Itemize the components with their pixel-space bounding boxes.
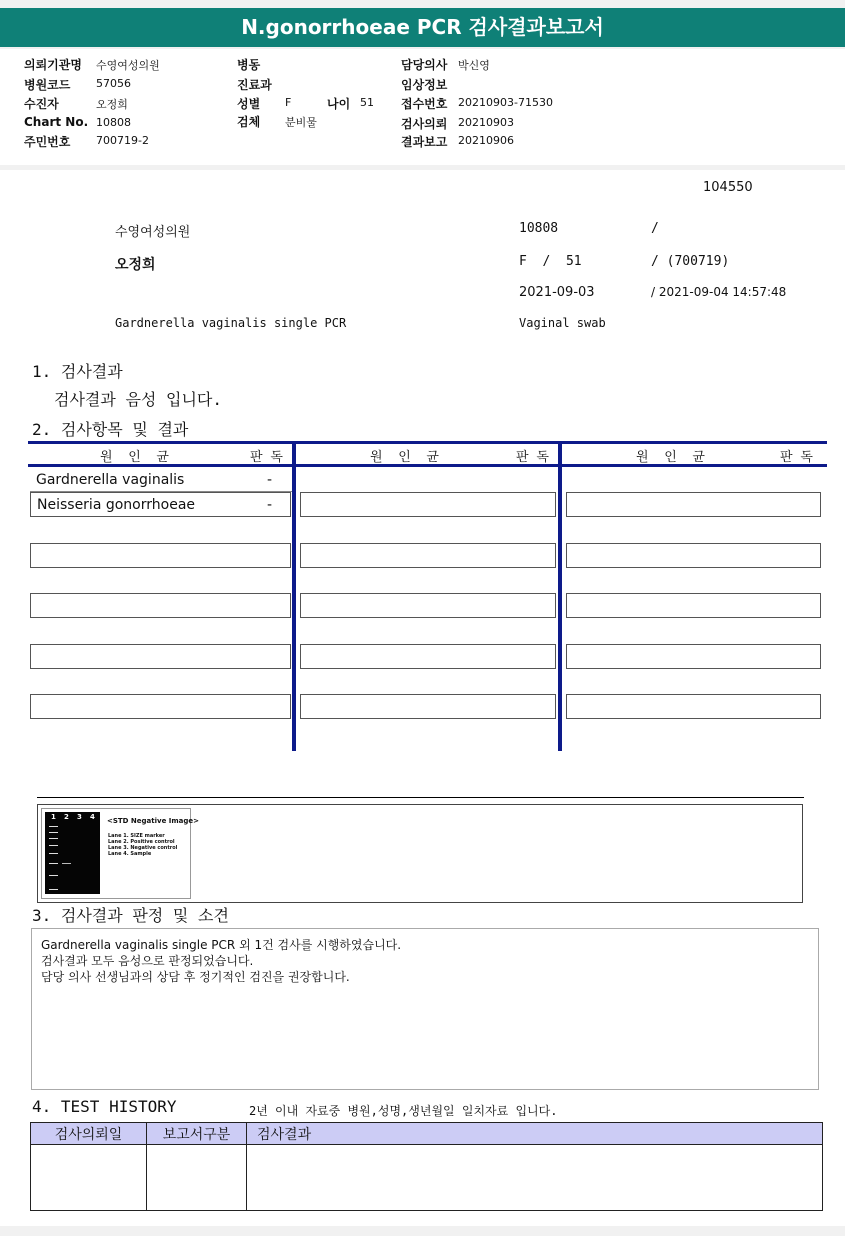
client-label: 의뢰기관명 — [24, 58, 82, 72]
section4-heading: 4. TEST HISTORY — [32, 1097, 177, 1116]
resident-no-value: 700719-2 — [96, 134, 149, 147]
result-row-empty — [566, 543, 821, 568]
history-cell — [147, 1145, 247, 1211]
history-col-header: 검사의뢰일 — [31, 1123, 147, 1145]
sex-label: 성별 — [237, 97, 261, 111]
marker-band — [49, 838, 58, 839]
report-label: 결과보고 — [401, 135, 448, 149]
pathogen-result: - — [267, 472, 273, 488]
gel-legend: Lane 4. Sample — [108, 851, 152, 857]
column-divider — [558, 441, 562, 751]
gel-legend: Lane 3. Negative control — [108, 845, 178, 851]
result-header: 판 독 — [250, 450, 283, 465]
gel-top-rule — [37, 797, 804, 798]
result-row-empty — [30, 694, 291, 719]
specimen-label: 검체 — [237, 115, 261, 129]
section2-heading: 2. 검사항목 및 결과 — [32, 420, 189, 439]
lane-number: 3 — [77, 813, 82, 821]
result-row-empty — [566, 694, 821, 719]
marker-band — [49, 832, 58, 833]
resident-no-label: 주민번호 — [24, 135, 71, 149]
report-datetime: / 2021-09-04 14:57:48 — [651, 285, 787, 299]
report-test-name: Gardnerella vaginalis single PCR — [115, 316, 347, 330]
clinical-info-label: 임상정보 — [401, 78, 448, 92]
result-row-empty — [300, 492, 556, 517]
report-value: 20210906 — [458, 134, 514, 147]
doctor-value: 박신영 — [458, 59, 490, 72]
marker-band — [49, 875, 58, 876]
age-label: 나이 — [327, 97, 351, 111]
marker-band — [49, 863, 58, 864]
marker-band — [49, 826, 58, 827]
sex-value: F — [285, 96, 292, 109]
result-row-empty — [300, 694, 556, 719]
patient-label: 수진자 — [24, 97, 59, 111]
receipt-no-value: 20210903-71530 — [458, 96, 553, 109]
section1-heading: 1. 검사결과 — [32, 362, 123, 381]
history-cell — [247, 1145, 823, 1211]
receipt-no-label: 접수번호 — [401, 97, 448, 111]
marker-band — [49, 845, 58, 846]
pathogen-header: 원 인 균 — [636, 450, 705, 465]
result-row-empty — [300, 644, 556, 669]
specimen-value: 분비물 — [285, 116, 317, 129]
request-label: 검사의뢰 — [401, 117, 448, 131]
result-row-empty — [30, 644, 291, 669]
opinion-line: 담당 의사 선생님과의 상담 후 정기적인 검진을 권장합니다. — [41, 970, 350, 984]
history-col-header: 보고서구분 — [147, 1123, 247, 1145]
opinion-line: Gardnerella vaginalis single PCR 외 1건 검사를 시행하였습니다. — [41, 938, 402, 952]
gel-legend: Lane 2. Positive control — [108, 839, 175, 845]
chart-no-label: Chart No. — [24, 115, 89, 129]
result-row-empty — [300, 593, 556, 618]
section3-heading: 3. 검사결과 판정 및 소견 — [32, 906, 229, 925]
dept-label: 진료과 — [237, 78, 272, 92]
report-title: N.gonorrhoeae PCR 검사결과보고서 — [0, 8, 845, 47]
pathogen-header: 원 인 균 — [100, 450, 169, 465]
result-header: 판 독 — [516, 450, 549, 465]
result-row-empty — [566, 492, 821, 517]
history-note: 2년 이내 자료중 병원,성명,생년월일 일치자료 입니다. — [249, 1104, 558, 1118]
history-table — [30, 1122, 823, 1211]
result-row-empty — [566, 593, 821, 618]
hospital-code-value: 57056 — [96, 77, 131, 90]
request-value: 20210903 — [458, 116, 514, 129]
age-value: 51 — [360, 96, 374, 109]
pathogen-name: Gardnerella vaginalis — [36, 472, 185, 488]
report-sex-age: F / 51 — [519, 254, 582, 269]
ward-label: 병동 — [237, 58, 261, 72]
gel-image — [41, 808, 200, 899]
report-number: 104550 — [703, 180, 753, 195]
doctor-label: 담당의사 — [401, 58, 448, 72]
table-top-rule — [28, 441, 827, 444]
chart-no-value: 10808 — [96, 116, 131, 129]
lane-number: 1 — [51, 813, 56, 821]
gel-photo — [45, 812, 100, 894]
history-empty-row — [31, 1145, 823, 1211]
client-value: 수영여성의원 — [96, 59, 160, 72]
report-patient: 오정희 — [115, 257, 156, 273]
marker-band — [49, 853, 58, 854]
report-birth: / (700719) — [651, 254, 730, 269]
gel-title: <STD Negative Image> — [107, 817, 200, 825]
result-row-empty — [30, 593, 291, 618]
report-specimen: Vaginal swab — [519, 316, 606, 330]
hospital-code-label: 병원코드 — [24, 78, 71, 92]
report-chart: 10808 — [519, 221, 559, 236]
patient-value: 오정희 — [96, 98, 128, 111]
result-header: 판 독 — [780, 450, 813, 465]
column-divider — [292, 441, 296, 751]
report-clinic: 수영여성의원 — [115, 225, 191, 240]
history-cell — [31, 1145, 147, 1211]
gel-legend: Lane 1. SIZE marker — [108, 833, 165, 839]
marker-band — [49, 889, 58, 890]
result-row-empty — [566, 644, 821, 669]
result-row-empty — [300, 543, 556, 568]
positive-band — [62, 863, 71, 864]
lane-number: 4 — [90, 813, 95, 821]
section1-text: 검사결과 음성 입니다. — [54, 390, 223, 409]
opinion-line: 검사결과 모두 음성으로 판정되었습니다. — [41, 954, 254, 968]
history-header-row — [31, 1123, 823, 1145]
pathogen-header: 원 인 균 — [370, 450, 439, 465]
result-row-empty — [30, 543, 291, 568]
lane-number: 2 — [64, 813, 69, 821]
history-col-header: 검사결과 — [247, 1123, 823, 1145]
pathogen-result: - — [267, 497, 273, 513]
patient-info-header — [0, 49, 845, 165]
report-slash: / — [651, 221, 659, 236]
pathogen-name: Neisseria gonorrhoeae — [37, 497, 196, 513]
report-request-date: 2021-09-03 — [519, 285, 595, 300]
